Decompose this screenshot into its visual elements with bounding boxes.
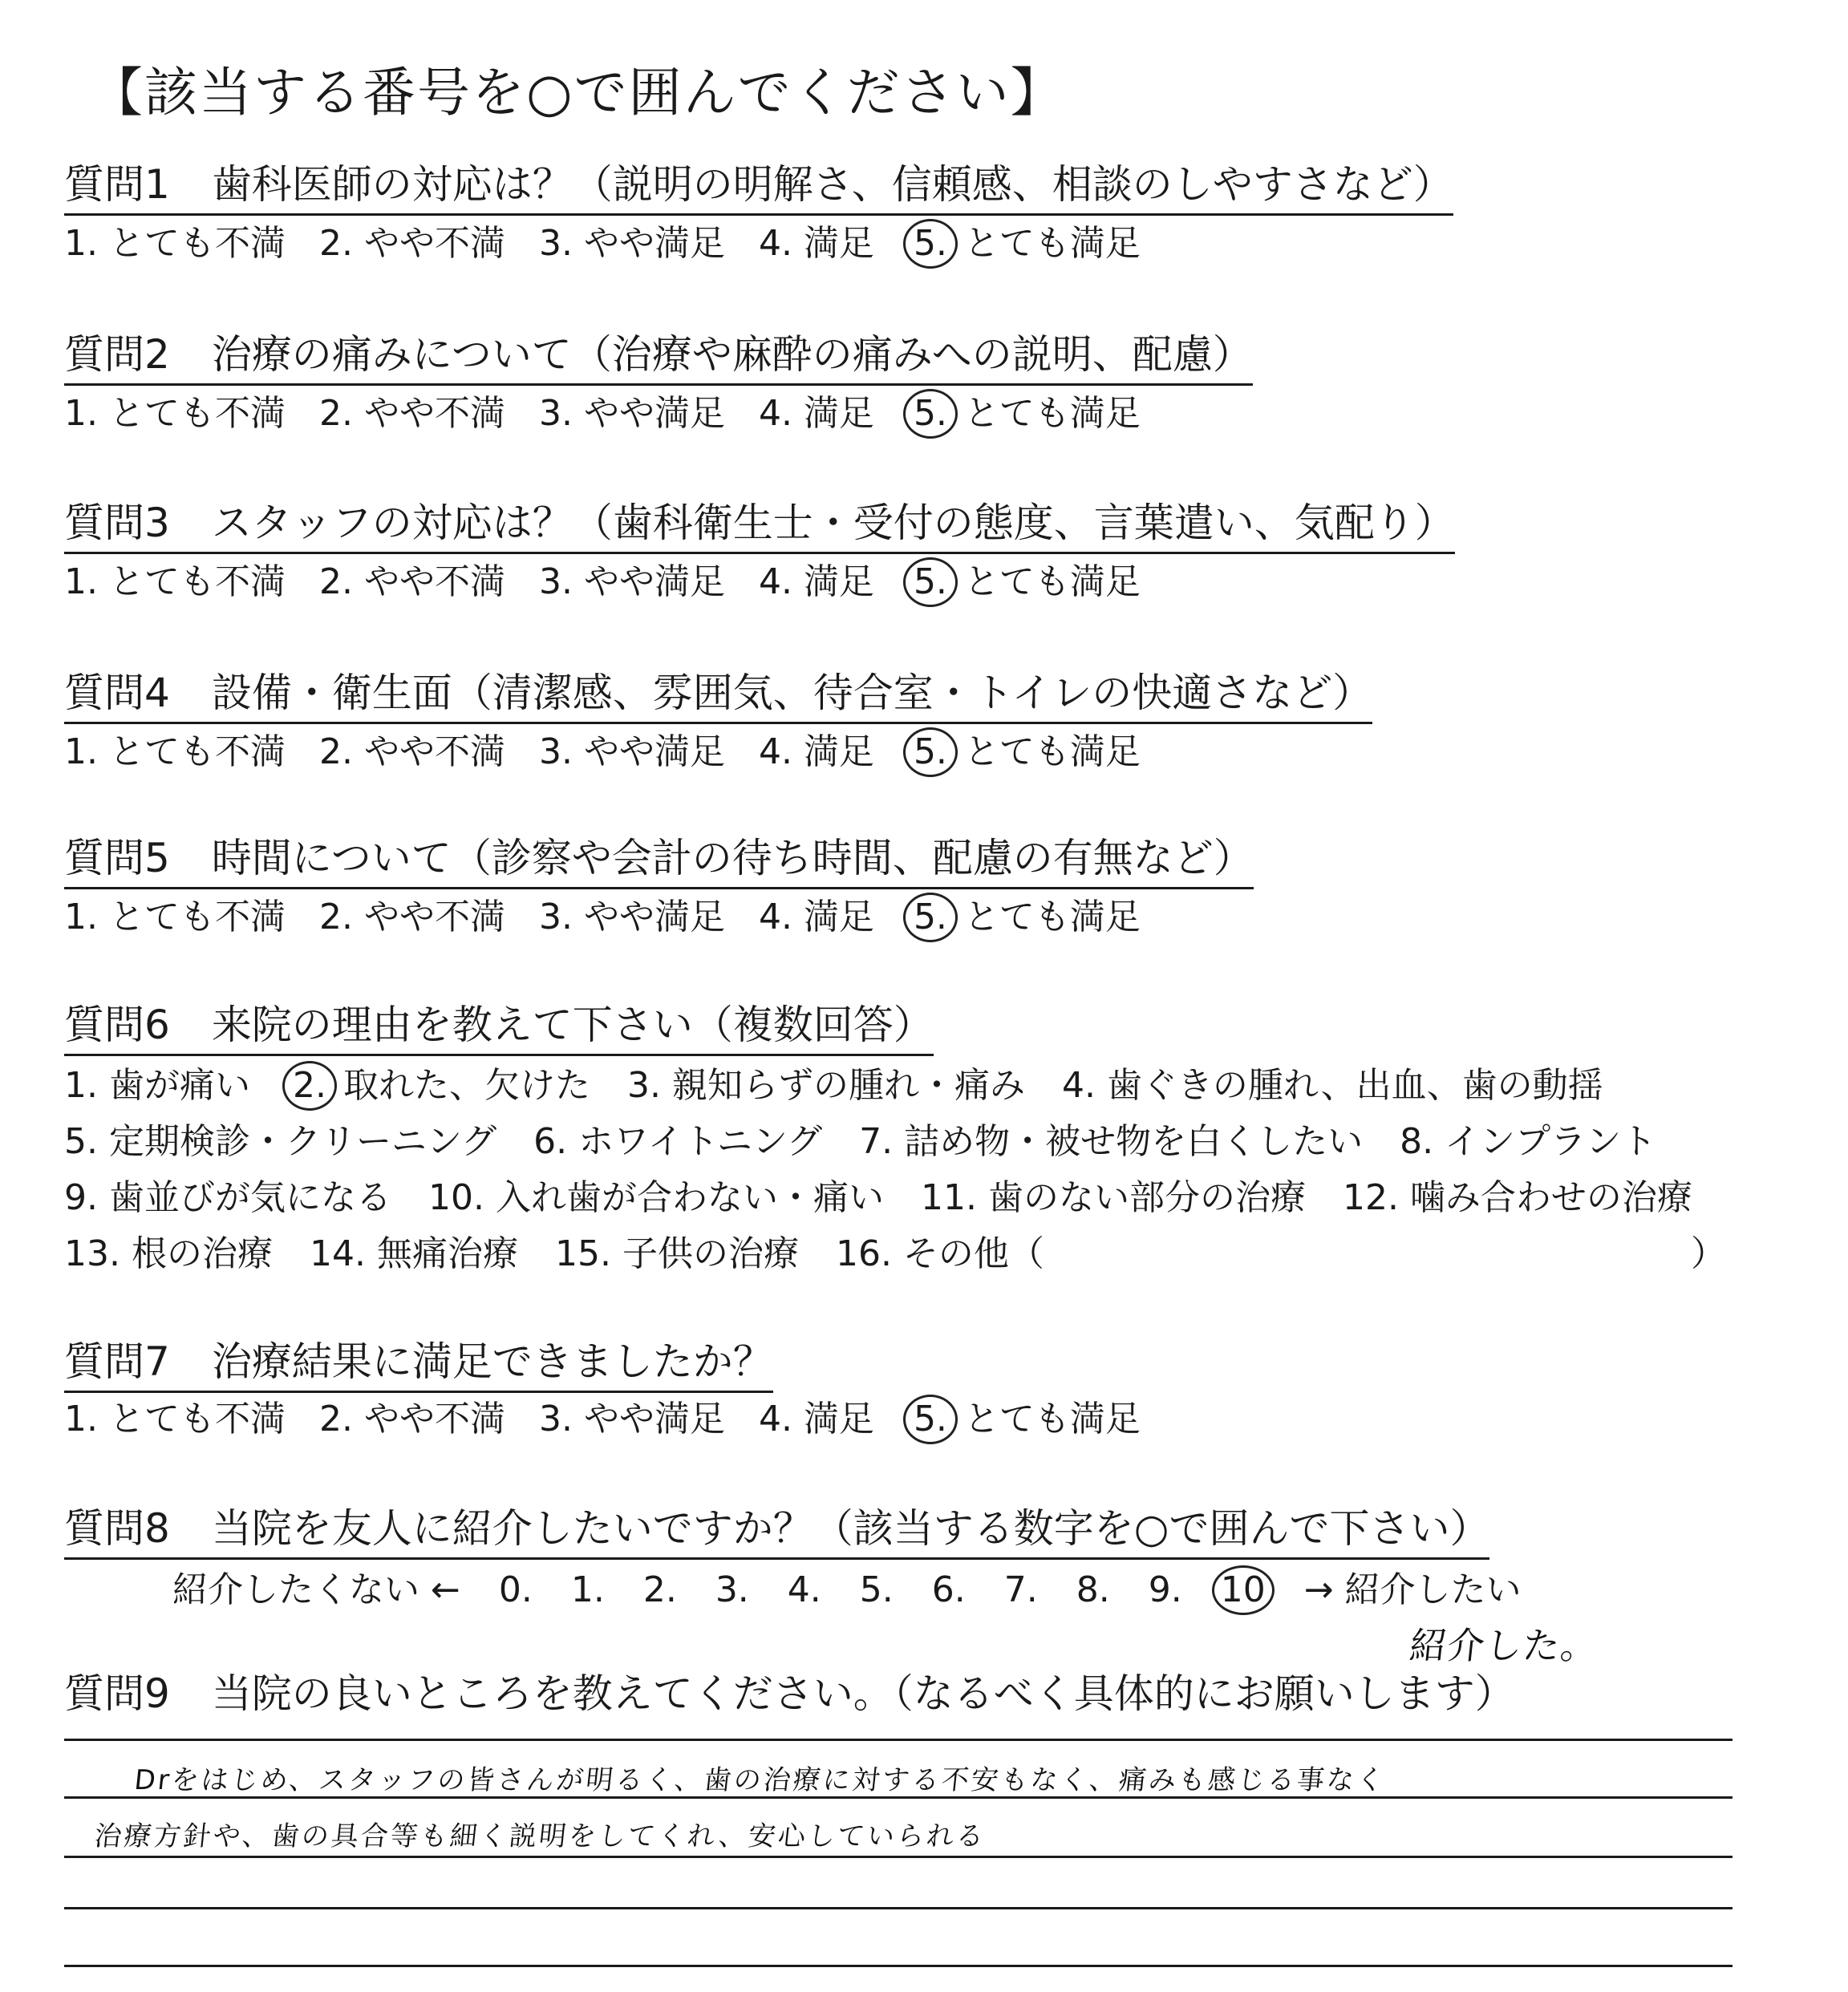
option-number: 2.	[318, 561, 353, 602]
reason-option[interactable]	[1062, 1063, 1603, 1108]
question-text: 当院を友人に紹介したいですか？（該当する数字を○で囲んで下さい）	[211, 1505, 1490, 1552]
option-label: 満足	[803, 561, 874, 602]
question-2-options	[64, 391, 1174, 436]
question-6-title	[64, 1001, 934, 1056]
option-label: とても満足	[963, 731, 1141, 772]
option-number: 2.	[318, 897, 353, 937]
question-6-row	[64, 1119, 1693, 1164]
option-number: 1.	[64, 731, 98, 772]
question-5-title	[64, 834, 1254, 889]
option-label: やや満足	[583, 1399, 725, 1439]
option-label: 取れた、欠けた	[342, 1065, 590, 1106]
option-label: やや不満	[363, 223, 505, 264]
option-5[interactable]	[908, 560, 1141, 605]
option-3[interactable]	[539, 1397, 725, 1442]
option-label: やや満足	[583, 731, 725, 772]
question-number: 質問8	[64, 1505, 170, 1552]
option-number: 1.	[64, 1399, 98, 1439]
option-number: 16.	[835, 1233, 892, 1274]
option-4[interactable]	[759, 221, 874, 266]
option-2[interactable]	[319, 221, 505, 266]
question-5-options	[64, 895, 1174, 940]
scale-value[interactable]: 10	[1212, 1565, 1275, 1615]
option-3[interactable]	[539, 391, 725, 436]
option-number: 4.	[758, 1399, 792, 1439]
reason-option[interactable]	[555, 1232, 799, 1277]
option-label: とても不満	[108, 1399, 286, 1439]
option-label: 満足	[803, 393, 874, 434]
option-number: 5.	[903, 557, 958, 607]
option-label: 満足	[803, 897, 874, 937]
option-number: 2.	[282, 1061, 337, 1111]
option-label: その他（	[902, 1233, 1044, 1274]
reason-option[interactable]	[428, 1176, 884, 1221]
option-number: 1.	[64, 1065, 98, 1106]
option-label: 無痛治療	[376, 1233, 518, 1274]
scale-value[interactable]: 9.	[1148, 1569, 1182, 1610]
question-8-scale	[172, 1565, 1560, 1615]
option-1[interactable]	[64, 730, 286, 775]
option-2[interactable]	[319, 391, 505, 436]
question-7-options	[64, 1397, 1174, 1442]
option-5[interactable]	[908, 391, 1141, 436]
option-label: やや不満	[363, 1399, 505, 1439]
reason-option[interactable]	[287, 1063, 590, 1108]
option-number: 4.	[758, 223, 792, 264]
scale-value[interactable]: 3.	[715, 1569, 749, 1610]
option-2[interactable]	[319, 560, 505, 605]
question-number: 質問4	[64, 670, 170, 716]
option-number: 12.	[1342, 1177, 1399, 1218]
option-label: やや満足	[583, 897, 725, 937]
reason-option[interactable]	[64, 1119, 496, 1164]
option-label: 噛み合わせの治療	[1409, 1177, 1692, 1218]
other-close-paren: ）	[1690, 1233, 1726, 1274]
option-4[interactable]	[759, 1397, 874, 1442]
scale-right-label: → 紹介したい	[1303, 1569, 1522, 1610]
question-number: 質問5	[64, 835, 170, 881]
option-5[interactable]	[908, 730, 1141, 775]
reason-option[interactable]	[64, 1176, 391, 1221]
option-number: 4.	[758, 393, 792, 434]
question-7-title	[64, 1338, 773, 1393]
option-1[interactable]	[64, 895, 286, 940]
option-number: 2.	[318, 1399, 353, 1439]
option-4[interactable]	[759, 730, 874, 775]
option-number: 14.	[309, 1233, 366, 1274]
question-text: 治療の痛みについて（治療や麻酔の痛みへの説明、配慮）	[211, 331, 1253, 378]
option-5[interactable]	[908, 1397, 1141, 1442]
option-number: 11.	[920, 1177, 977, 1218]
reason-option[interactable]	[859, 1119, 1363, 1164]
option-label: とても不満	[108, 897, 286, 937]
question-text: 治療結果に満足できましたか？	[211, 1338, 773, 1385]
option-label: 歯並びが気になる	[108, 1177, 391, 1218]
question-text: 時間について（診察や会計の待ち時間、配慮の有無など）	[211, 835, 1254, 881]
option-label: 親知らずの腫れ・痛み	[671, 1065, 1025, 1106]
option-label: とても満足	[963, 897, 1141, 937]
option-number: 13.	[64, 1233, 120, 1274]
scale-value[interactable]: 4.	[787, 1569, 821, 1610]
option-label: とても不満	[108, 561, 286, 602]
option-label: 入れ歯が合わない・痛い	[495, 1177, 884, 1218]
option-label: とても満足	[963, 223, 1141, 264]
option-3[interactable]	[539, 895, 725, 940]
question-2-title	[64, 330, 1253, 386]
scale-value[interactable]: 7.	[1003, 1569, 1038, 1610]
question-text: 歯科医師の対応は？（説明の明解さ、信頼感、相談のしやすさなど）	[211, 161, 1453, 208]
scale-value[interactable]: 2.	[642, 1569, 677, 1610]
question-text: 設備・衛生面（清潔感、雰囲気、待合室・トイレの快適さなど）	[211, 670, 1373, 716]
question-number: 質問3	[64, 500, 170, 546]
question-number: 質問1	[64, 161, 170, 208]
option-number: 9.	[64, 1177, 98, 1218]
option-number: 2.	[318, 731, 353, 772]
option-number: 1.	[64, 223, 98, 264]
option-number: 3.	[538, 731, 573, 772]
option-label: 満足	[803, 731, 874, 772]
option-number: 4.	[758, 897, 792, 937]
option-number: 3.	[538, 1399, 573, 1439]
option-label: 満足	[803, 223, 874, 264]
option-label: とても不満	[108, 223, 286, 264]
option-label: とても不満	[108, 393, 286, 434]
option-label: とても満足	[963, 1399, 1141, 1439]
question-4-options	[64, 730, 1174, 775]
option-number: 4.	[1061, 1065, 1096, 1106]
reason-option[interactable]	[64, 1063, 250, 1108]
question-6-row	[64, 1176, 1729, 1221]
option-label: とても不満	[108, 731, 286, 772]
option-label: 根の治療	[131, 1233, 273, 1274]
option-5[interactable]	[908, 895, 1141, 940]
scale-value[interactable]: 6.	[931, 1569, 966, 1610]
question-9-title	[64, 1670, 1515, 1718]
option-number: 3.	[626, 1065, 661, 1106]
scale-value[interactable]: 5.	[859, 1569, 894, 1610]
reason-option[interactable]	[310, 1232, 518, 1277]
option-label: とても満足	[963, 561, 1141, 602]
reason-option[interactable]	[1400, 1119, 1656, 1164]
question-number: 質問9	[64, 1670, 170, 1717]
question-number: 質問2	[64, 331, 170, 378]
option-5[interactable]	[908, 221, 1141, 266]
option-label: 歯ぐきの腫れ、出血、歯の動揺	[1106, 1065, 1603, 1106]
question-3-title	[64, 499, 1455, 554]
option-number: 10.	[428, 1177, 484, 1218]
option-number: 5.	[903, 389, 958, 439]
option-label: やや不満	[363, 561, 505, 602]
option-label: やや不満	[363, 731, 505, 772]
option-number: 1.	[64, 897, 98, 937]
reason-option[interactable]	[921, 1176, 1306, 1221]
option-1[interactable]	[64, 391, 286, 436]
option-1[interactable]	[64, 221, 286, 266]
question-3-options	[64, 560, 1174, 605]
option-label: 子供の治療	[622, 1233, 799, 1274]
question-1-options	[64, 221, 1174, 266]
question-text: 当院の良いところを教えてください。（なるべく具体的にお願いします）	[211, 1670, 1515, 1717]
option-number: 3.	[538, 393, 573, 434]
option-number: 7.	[859, 1121, 894, 1162]
option-1[interactable]	[64, 1397, 286, 1442]
scale-left-label: 紹介したくない ←	[172, 1569, 460, 1610]
option-label: インプラント	[1445, 1121, 1657, 1162]
reason-option[interactable]	[64, 1232, 273, 1277]
option-label: やや満足	[583, 393, 725, 434]
option-3[interactable]	[539, 221, 725, 266]
option-number: 6.	[533, 1121, 568, 1162]
option-number: 3.	[538, 897, 573, 937]
option-label: ホワイトニング	[578, 1121, 823, 1162]
option-label: とても満足	[963, 393, 1141, 434]
question-8-title	[64, 1504, 1489, 1560]
option-label: やや不満	[363, 897, 505, 937]
option-number: 5.	[903, 219, 958, 269]
handwritten-answer-line-2: 治療方針や、歯の具合等も細く説明をしてくれ、安心していられる	[92, 1820, 988, 1852]
option-2[interactable]	[319, 1397, 505, 1442]
handwritten-answer-line-1: Drをはじめ、スタッフの皆さんが明るく、歯の治療に対する不安もなく、痛みも感じる事なく	[132, 1764, 1388, 1796]
option-2[interactable]	[319, 895, 505, 940]
option-label: やや満足	[583, 561, 725, 602]
option-number: 2.	[318, 223, 353, 264]
answer-line	[64, 1907, 1732, 1909]
option-2[interactable]	[319, 730, 505, 775]
answer-line	[64, 1965, 1732, 1967]
option-number: 3.	[538, 561, 573, 602]
page-header: 【該当する番号を○で囲んでください】	[90, 62, 1065, 123]
question-1-title	[64, 160, 1453, 216]
option-number: 1.	[64, 561, 98, 602]
question-number: 質問7	[64, 1338, 170, 1385]
option-3[interactable]	[539, 560, 725, 605]
option-number: 15.	[554, 1233, 611, 1274]
option-number: 5.	[64, 1121, 98, 1162]
answer-line	[64, 1856, 1732, 1858]
question-text: 来院の理由を教えて下さい（複数回答）	[211, 1002, 934, 1048]
option-label: 歯が痛い	[108, 1065, 250, 1106]
option-number: 1.	[64, 393, 98, 434]
option-number: 4.	[758, 731, 792, 772]
option-label: やや不満	[363, 393, 505, 434]
option-label: 定期検診・クリーニング	[108, 1121, 497, 1162]
option-number: 5.	[903, 727, 958, 777]
question-6-row	[64, 1063, 1640, 1108]
option-number: 2.	[318, 393, 353, 434]
scale-value[interactable]: 0.	[498, 1569, 533, 1610]
question-text: スタッフの対応は？（歯科衛生士・受付の態度、言葉遣い、気配り）	[211, 500, 1455, 546]
question-number: 質問6	[64, 1002, 170, 1048]
reason-option[interactable]	[1343, 1176, 1692, 1221]
option-4[interactable]	[759, 895, 874, 940]
reason-option[interactable]	[836, 1232, 1044, 1277]
option-number: 3.	[538, 223, 573, 264]
option-label: やや満足	[583, 223, 725, 264]
option-number: 8.	[1400, 1121, 1434, 1162]
option-number: 4.	[758, 561, 792, 602]
handwritten-note: 紹介した。	[1407, 1624, 1601, 1667]
scale-value[interactable]: 8.	[1076, 1569, 1110, 1610]
reason-option[interactable]	[533, 1119, 822, 1164]
option-3[interactable]	[539, 730, 725, 775]
option-label: 詰め物・被せ物を白くしたい	[904, 1121, 1364, 1162]
option-4[interactable]	[759, 560, 874, 605]
option-label: 歯のない部分の治療	[987, 1177, 1306, 1218]
question-6-row	[64, 1232, 1726, 1277]
option-4[interactable]	[759, 391, 874, 436]
reason-option[interactable]	[627, 1063, 1025, 1108]
question-4-title	[64, 669, 1372, 724]
option-number: 5.	[903, 893, 958, 942]
option-label: 満足	[803, 1399, 874, 1439]
option-number: 5.	[903, 1395, 958, 1444]
option-1[interactable]	[64, 560, 286, 605]
answer-line	[64, 1739, 1732, 1741]
scale-value[interactable]: 1.	[570, 1569, 605, 1610]
